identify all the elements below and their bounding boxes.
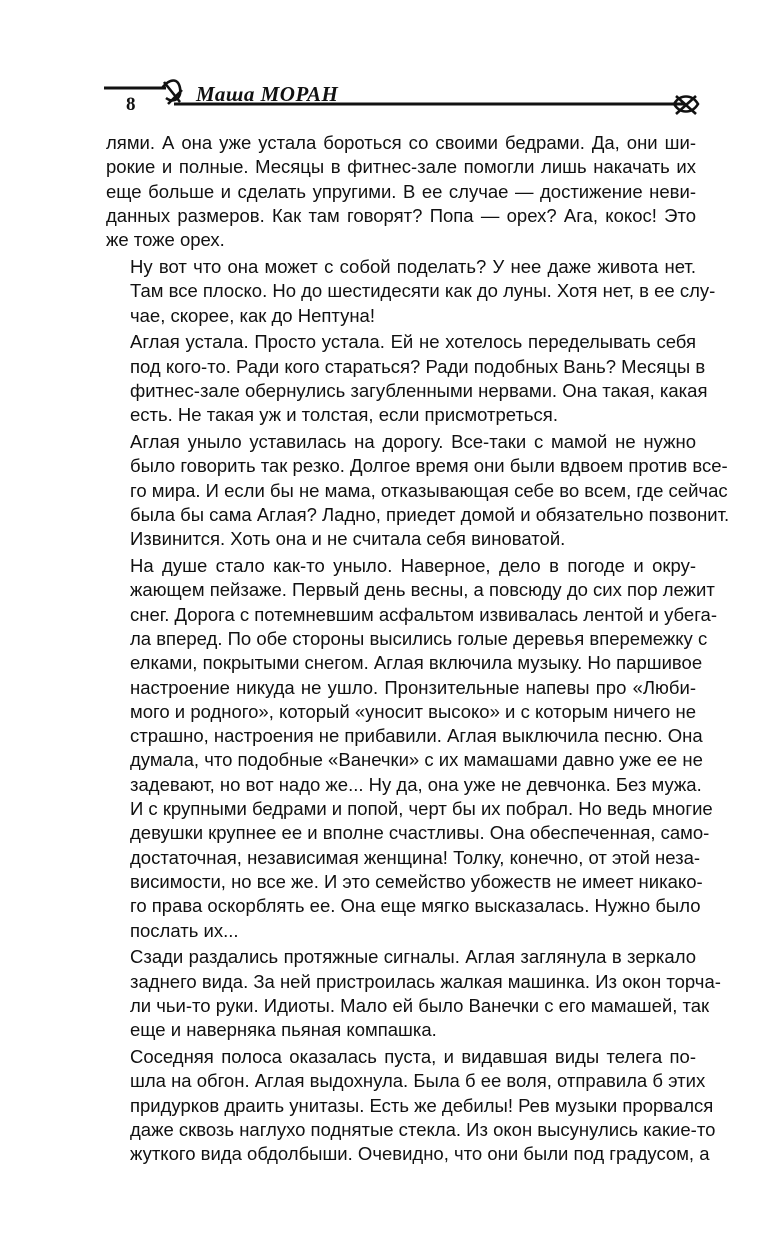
text-line: придурков драить унитазы. Есть же дебилы! Рев музыки прорвался: [130, 1094, 714, 1116]
text-line: жуткого вида обдолбыши. Очевидно, что они были под градусом, а: [130, 1143, 710, 1165]
text-line: страшно, настроения не прибавили. Аглая выключила песню. Она: [130, 725, 703, 747]
header-ornament-icon: [104, 74, 704, 118]
text-line: есть. Не такая уж и толстая, если присмотреться.: [130, 404, 558, 426]
text-line: шла на обгон. Аглая выдохнула. Была б ее воля, отправила б этих: [130, 1070, 706, 1092]
text-line: елками, покрытыми снегом. Аглая включила музыку. Но паршивое: [130, 652, 703, 674]
paragraph: [106, 430, 730, 551]
paragraph: [106, 945, 721, 1042]
text-line: под кого-то. Ради кого стараться? Ради подобных Вань? Месяцы в: [130, 355, 706, 377]
text-line: было говорить так резко. Долгое время они были вдвоем против все-: [130, 455, 728, 477]
text-line: фитнес-зале обернулись загубленными нервами. Она такая, какая: [130, 379, 708, 401]
text-line: была бы сама Аглая? Ладно, приедет домой и обязательно позвонит.: [130, 503, 730, 525]
paragraph: [106, 330, 708, 427]
text-line: го права оскорблять ее. Она еще мягко высказалась. Нужно было: [130, 895, 701, 917]
page-number: 8: [126, 94, 136, 115]
text-line: чае, скорее, как до Нептуна!: [130, 304, 375, 326]
text-line: Аглая устала. Просто устала. Ей не хотелось переделывать себя: [130, 331, 696, 353]
text-line: Аглая уныло уставилась на дорогу. Все-таки с мамой не нужно: [130, 431, 696, 453]
text-line: данных размеров. Как там говорят? Попа — орех? Ага, кокос! Это: [106, 204, 696, 226]
text-line: же тоже орех.: [106, 229, 225, 251]
text-line: И с крупными бедрами и попой, черт бы их побрал. Но ведь многие: [130, 798, 713, 820]
text-line: девушки крупнее ее и вполне счастливы. Она обеспеченная, само-: [130, 822, 710, 844]
text-line: снег. Дорога с потемневшим асфальтом извивалась лентой и убега-: [130, 603, 718, 625]
text-line: жающем пейзаже. Первый день весны, а повсюду до сих пор лежит: [130, 579, 715, 601]
text-line: ла вперед. По обе стороны высились голые деревья вперемежку с: [130, 627, 708, 649]
text-line: На душе стало как-то уныло. Наверное, дело в погоде и окру-: [130, 555, 696, 577]
paragraph: [106, 131, 696, 252]
text-line: Извинится. Хоть она и не считала себя виноватой.: [130, 528, 566, 550]
text-line: Ну вот что она может с собой поделать? У нее даже живота нет.: [130, 255, 696, 277]
text-line: го мира. И если бы не мама, отказывающая себе во всем, где сейчас: [130, 479, 728, 501]
text-line: даже сквозь наглухо поднятые стекла. Из окон высунулись какие-то: [130, 1118, 716, 1140]
text-line: еще и наверняка пьяная компашка.: [130, 1019, 437, 1041]
text-line: задевают, но вот надо же... Ну да, она уже не девчонка. Без мужа.: [130, 773, 702, 795]
text-line: ли чьи-то руки. Идиоты. Мало ей было Ванечки с его мамашей, так: [130, 994, 710, 1016]
body-text: [106, 131, 730, 1169]
text-line: мого и родного», который «уносит высоко» и с которым ничего не: [130, 700, 696, 722]
text-line: висимости, но все же. И это семейство убожеств не имеет никако-: [130, 870, 703, 892]
text-line: еще больше и сделать упругими. В ее случае — достижение неви-: [106, 180, 696, 202]
author-name: Маша МОРАН: [196, 82, 339, 106]
text-line: настроение никуда не ушло. Пронзительные напевы про «Люби-: [130, 676, 696, 698]
text-line: достаточная, независимая женщина! Толку, конечно, от этой неза-: [130, 846, 701, 868]
running-header: [104, 74, 704, 118]
paragraph: [106, 1045, 716, 1166]
paragraph: [106, 255, 716, 328]
text-line: рокие и полные. Месяцы в фитнес-зале помогли лишь накачать их: [106, 156, 696, 178]
text-line: заднего вида. За ней пристроилась жалкая машинка. Из окон торча-: [130, 970, 721, 992]
text-line: Соседняя полоса оказалась пуста, и видавшая виды телега по-: [130, 1045, 696, 1067]
text-line: Сзади раздались протяжные сигналы. Аглая заглянула в зеркало: [130, 946, 696, 968]
text-line: думала, что подобные «Ванечки» с их мамашами давно уже ее не: [130, 749, 703, 771]
text-line: послать их...: [130, 919, 239, 941]
text-line: Там все плоско. Но до шестидесяти как до луны. Хотя нет, в ее слу-: [130, 280, 716, 302]
text-line: лями. А она уже устала бороться со своими бедрами. Да, они ши-: [106, 132, 696, 153]
paragraph: [106, 554, 718, 943]
